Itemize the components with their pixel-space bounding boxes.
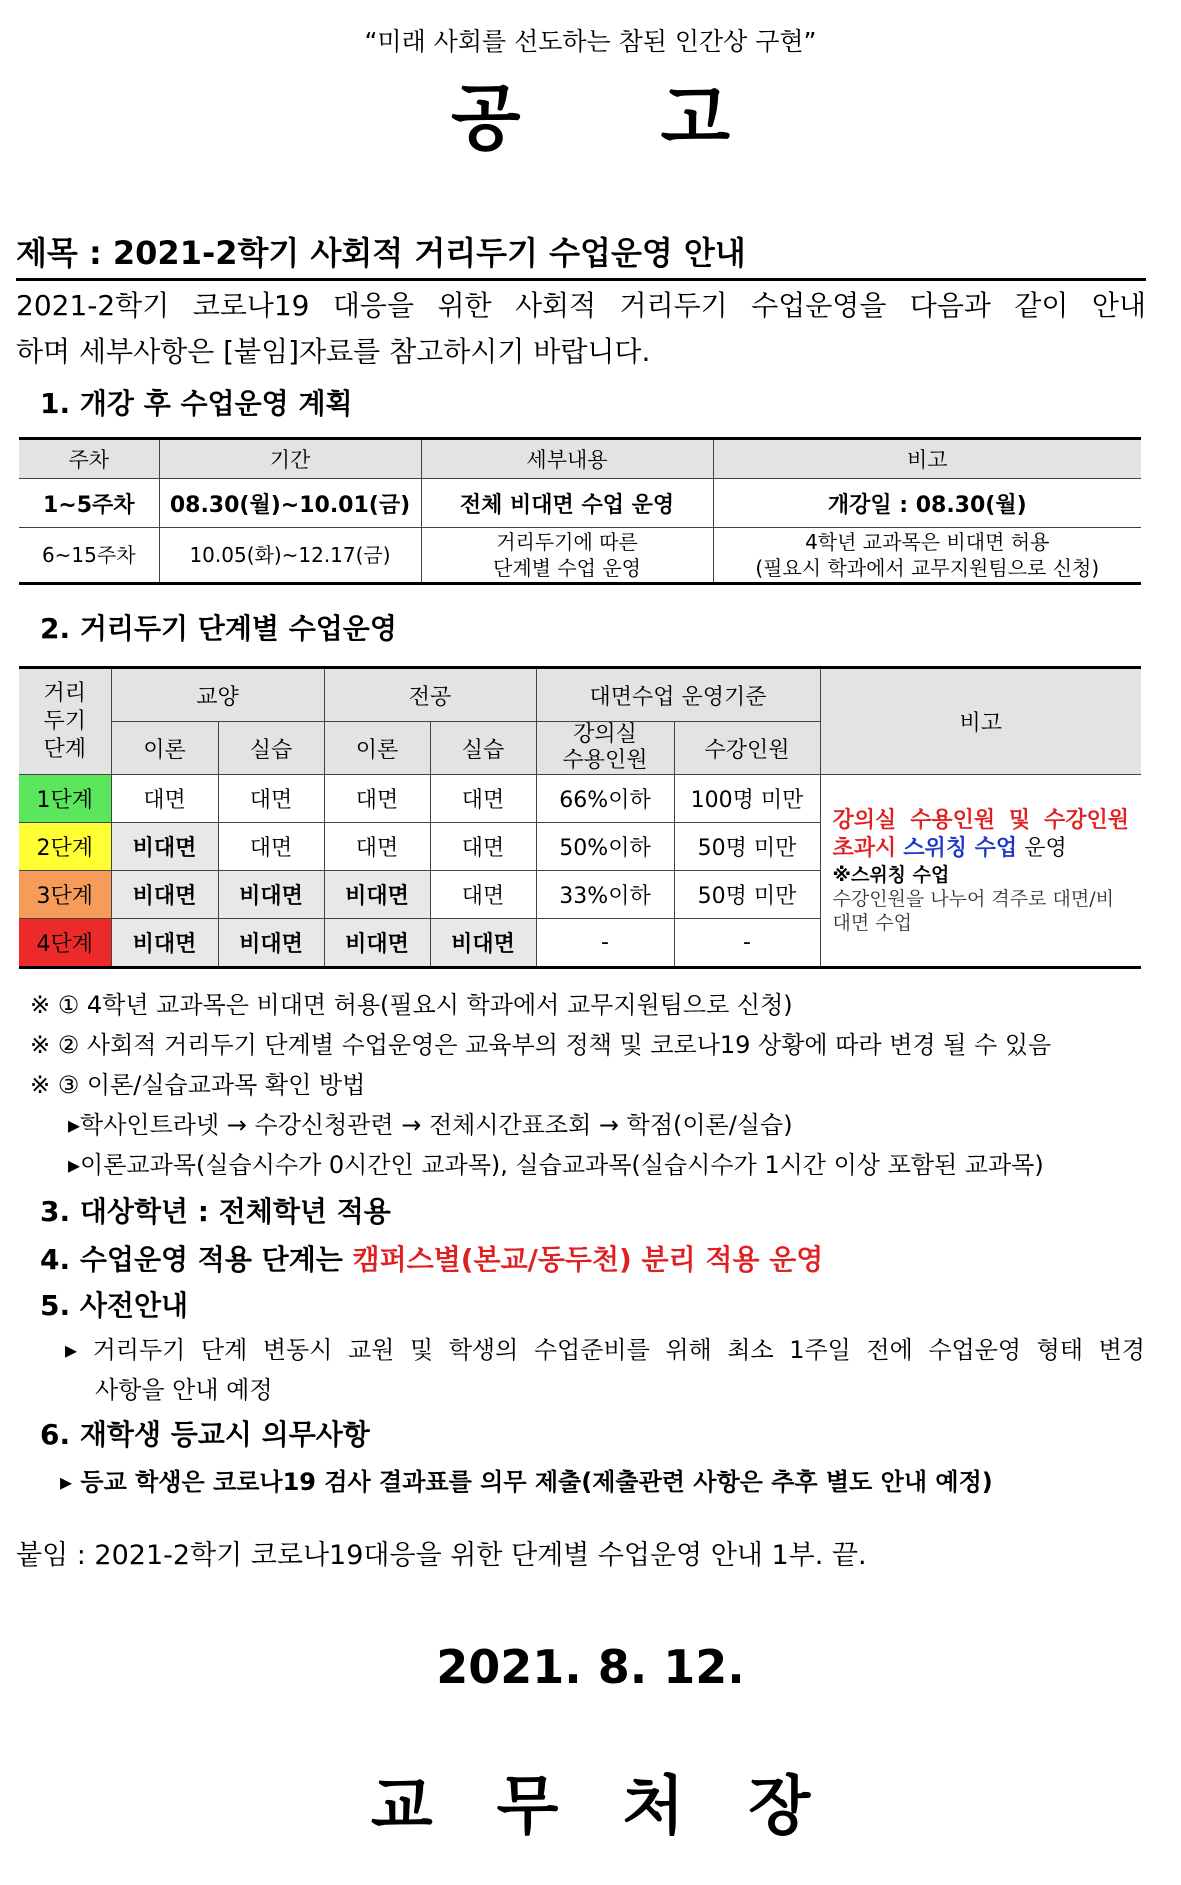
- note-line: [833, 807, 1130, 835]
- col-header-theory: 이론: [111, 722, 218, 775]
- motto: “미래 사회를 선도하는 참된 인간상 구현”: [364, 27, 817, 56]
- table-cell: 비대면: [111, 823, 218, 871]
- schedule-table: [19, 437, 1141, 585]
- note-2: ※ ② 사회적 거리두기 단계별 수업운영은 교육부의 정책 및 코로나19 상황에 따라 변경 될 수 있음: [30, 1031, 1052, 1059]
- signature-char: 장: [748, 1770, 811, 1844]
- signature-char: 처: [622, 1770, 685, 1844]
- document-date: 2021. 8. 12.: [436, 1640, 745, 1694]
- intro-line-2: 하며 세부사항은 [붙임]자료를 참고하시기 바랍니다.: [16, 335, 651, 368]
- document-title: [0, 60, 1181, 164]
- note-text: 운영: [1024, 835, 1067, 861]
- col-header-major: 전공: [324, 668, 536, 722]
- level-3-cell: 3단계: [19, 871, 111, 919]
- table-cell: 66%이하: [536, 775, 674, 823]
- table-row: [19, 775, 1141, 823]
- level-4-cell: 4단계: [19, 919, 111, 968]
- note-blue-text: 스위칭 수업: [903, 835, 1018, 861]
- cell-text: 4학년 교과목은 비대면 허용: [805, 530, 1050, 554]
- subject-line: 제목 : 2021-2학기 사회적 거리두기 수업운영 안내: [16, 228, 1146, 281]
- header-text: 강의실: [573, 722, 637, 747]
- table-cell: 대면: [324, 775, 430, 823]
- table-cell: 대면: [430, 823, 536, 871]
- col-header-week: 주차: [19, 439, 159, 479]
- col-header-liberal: 교양: [111, 668, 324, 722]
- table-cell: 비대면: [324, 871, 430, 919]
- cell-text: 단계별 수업 운영: [493, 556, 641, 580]
- table-cell: 100명 미만: [674, 775, 820, 823]
- cell-period: 10.05(화)~12.17(금): [159, 528, 421, 584]
- col-header-theory: 이론: [324, 722, 430, 775]
- cell-note: [713, 528, 1141, 584]
- table-cell: 50%이하: [536, 823, 674, 871]
- section-1-heading: 1. 개강 후 수업운영 계획: [40, 387, 353, 420]
- note-1: ※ ① 4학년 교과목은 비대면 허용(필요시 학과에서 교무지원팀으로 신청): [30, 991, 793, 1019]
- col-header-capacity: [536, 722, 674, 775]
- header-text: 단계: [43, 736, 86, 762]
- col-header-practice: 실습: [430, 722, 536, 775]
- cell-detail: 전체 비대면 수업 운영: [421, 479, 713, 528]
- table-cell: 33%이하: [536, 871, 674, 919]
- note-3-detail-b: ▸이론교과목(실습시수가 0시간인 교과목), 실습교과목(실습시수가 1시간 이상 포함된 교과목): [68, 1151, 1044, 1179]
- table-cell: 50명 미만: [674, 871, 820, 919]
- table-cell: 비대면: [324, 919, 430, 968]
- cell-detail: [421, 528, 713, 584]
- col-header-practice: 실습: [218, 722, 324, 775]
- table-cell: 50명 미만: [674, 823, 820, 871]
- header-text: 두기: [43, 708, 86, 734]
- section-6-line-1: ▸ 등교 학생은 코로나19 검사 결과표를 의무 제출(제출관련 사항은 추후 별도 안내 예정): [60, 1468, 993, 1496]
- table-cell: 비대면: [430, 919, 536, 968]
- table-cell: 대면: [111, 775, 218, 823]
- table-row: [19, 479, 1141, 528]
- cell-text: (필요시 학과에서 교무지원팀으로 신청): [755, 556, 1100, 580]
- table-cell: 대면: [324, 823, 430, 871]
- table-cell: 비대면: [111, 919, 218, 968]
- note-3-detail-a: ▸학사인트라넷 → 수강신청관련 → 전체시간표조회 → 학점(이론/실습): [68, 1111, 793, 1139]
- col-header-standard: 대면수업 운영기준: [536, 668, 820, 722]
- section-6-heading: 6. 재학생 등교시 의무사항: [40, 1418, 370, 1451]
- table-cell: 대면: [218, 775, 324, 823]
- cell-week: 1~5주차: [19, 479, 159, 528]
- col-header-note: 비고: [820, 668, 1141, 775]
- distancing-level-table: [19, 666, 1141, 969]
- col-header-detail: 세부내용: [421, 439, 713, 479]
- table-cell: 대면: [430, 871, 536, 919]
- note-red-text: 초과시: [832, 835, 897, 861]
- section-4-prefix: 4. 수업운영 적용 단계는: [40, 1243, 353, 1276]
- cell-text: 거리두기에 따른: [496, 530, 638, 554]
- signature-char: 무: [496, 1770, 559, 1844]
- section-5-line-1: ▸ 거리두기 단계 변동시 교원 및 학생의 수업준비를 위해 최소 1주일 전에 수업운영 형태 변경: [65, 1336, 1145, 1364]
- cell-period: 08.30(월)~10.01(금): [159, 479, 421, 528]
- section-4-highlight: 캠퍼스별(본교/동두천) 분리 적용 운영: [352, 1243, 824, 1276]
- table-cell: 대면: [430, 775, 536, 823]
- level-2-cell: 2단계: [19, 823, 111, 871]
- title-char: 고: [660, 76, 731, 160]
- section-2-heading: 2. 거리두기 단계별 수업운영: [40, 612, 397, 645]
- switch-desc: 수강인원을 나누어 격주로 대면/비대면 수업: [832, 887, 1114, 934]
- col-header-period: 기간: [159, 439, 421, 479]
- header-text: 거리: [43, 680, 86, 706]
- section-4-heading: [40, 1238, 823, 1278]
- note-red-text: 강의실 수용인원 및 수강인원: [832, 807, 1129, 833]
- section-5-line-2: 사항을 안내 예정: [95, 1376, 273, 1404]
- signature: [0, 1755, 1181, 1847]
- col-header-enroll: 수강인원: [674, 722, 820, 775]
- switch-title: ※스위칭 수업: [832, 863, 950, 886]
- note-line: [833, 835, 1130, 863]
- table-cell: -: [536, 919, 674, 968]
- col-header-level: [19, 668, 111, 775]
- note-3: ※ ③ 이론/실습교과목 확인 방법: [30, 1071, 366, 1099]
- attachment-line: 붙임 : 2021-2학기 코로나19대응을 위한 단계별 수업운영 안내 1부. 끝.: [16, 1540, 867, 1571]
- level-1-cell: 1단계: [19, 775, 111, 823]
- table-cell: 비대면: [218, 919, 324, 968]
- table-cell: -: [674, 919, 820, 968]
- cell-note: 개강일 : 08.30(월): [713, 479, 1141, 528]
- header-text: 수용인원: [562, 748, 648, 773]
- col-header-note: 비고: [713, 439, 1141, 479]
- section-3-heading: 3. 대상학년 : 전체학년 적용: [40, 1195, 391, 1228]
- signature-char: 교: [370, 1770, 433, 1844]
- table-cell: 비대면: [111, 871, 218, 919]
- table-cell: 대면: [218, 823, 324, 871]
- table-row: [19, 528, 1141, 584]
- title-char: 공: [450, 76, 521, 160]
- table-cell: 비대면: [218, 871, 324, 919]
- intro-line-1: 2021-2학기 코로나19 대응을 위한 사회적 거리두기 수업운영을 다음과 같이 안내: [16, 289, 1146, 322]
- section-5-heading: 5. 사전안내: [40, 1289, 189, 1322]
- cell-week: 6~15주차: [19, 528, 159, 584]
- level-note-cell: [820, 775, 1141, 968]
